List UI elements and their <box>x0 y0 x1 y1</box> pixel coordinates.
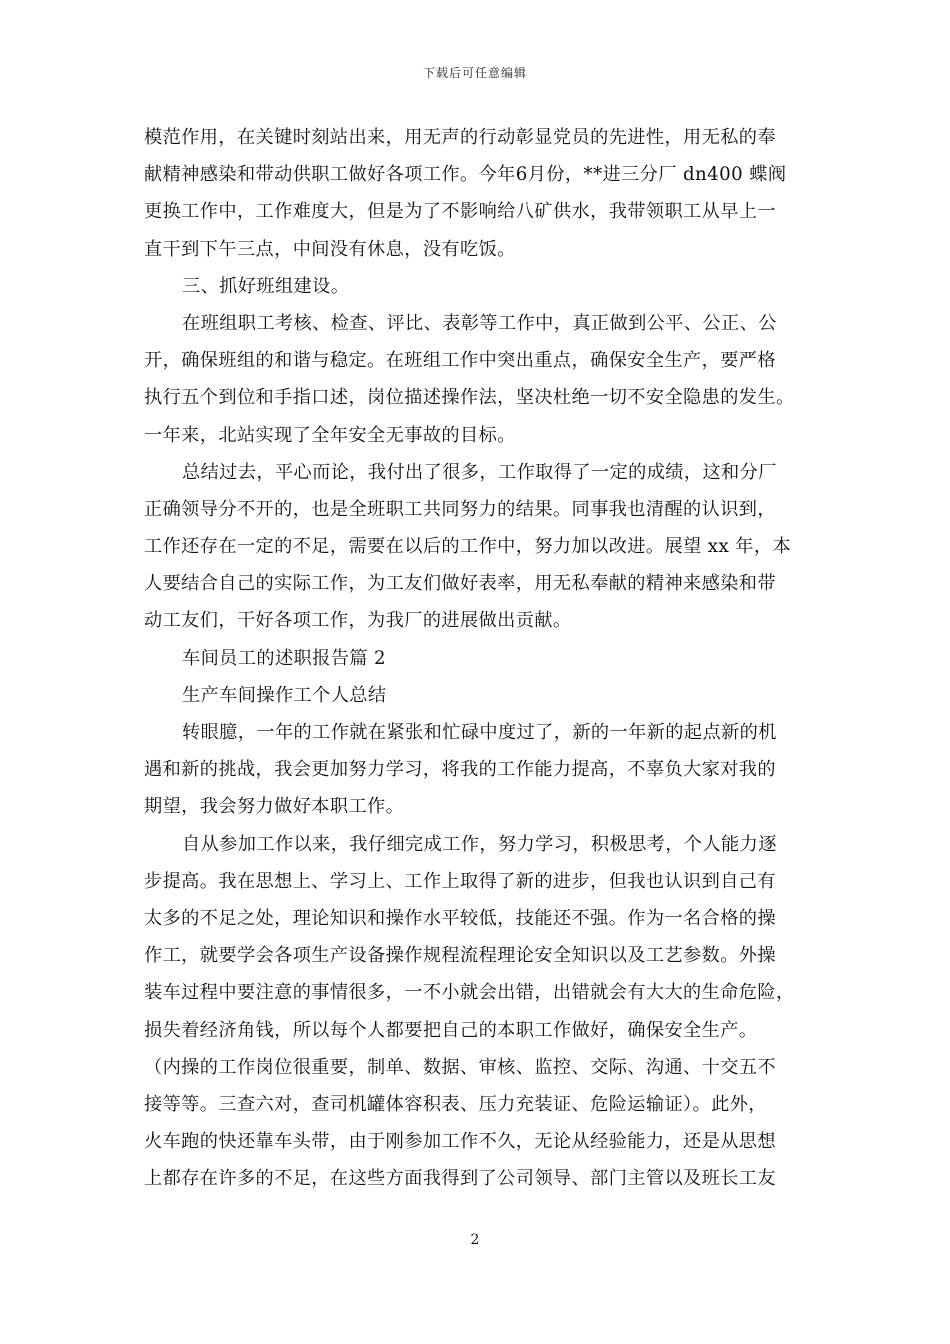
body-line: 动工友们，干好各项工作，为我厂的进展做出贡献。 <box>144 610 572 632</box>
body-line: 损失着经济角钱，所以每个人都要把自己的本职工作做好，确保安全生产。 <box>144 1019 758 1041</box>
document-body <box>144 119 814 1197</box>
body-line: （内操的工作岗位很重要，制单、数据、审核、监控、交际、沟通、十交五不 <box>144 1056 776 1078</box>
body-line: 装车过程中要注意的事情很多，一不小就会出错，出错就会有大大的生命危险， <box>144 982 795 1004</box>
page-number: 2 <box>470 1232 480 1248</box>
body-line: 步提高。我在思想上、学习上、工作上取得了新的进步，但我也认识到自己有 <box>144 870 776 892</box>
body-line: 遇和新的挑战，我会更加努力学习，将我的工作能力提高，不辜负大家对我的 <box>144 759 776 781</box>
body-line: 一年来，北站实现了全年安全无事故的目标。 <box>144 424 516 446</box>
body-line: 在班组职工考核、检查、评比、表彰等工作中，真正做到公平、公正、公 <box>182 312 777 334</box>
body-line: 人要结合自己的实际工作，为工友们做好表率，用无私奉献的精神来感染和带 <box>144 573 776 595</box>
body-line: 火车跑的快还靠车头带，由于刚参加工作不久，无论从经验能力，还是从思想 <box>144 1131 776 1153</box>
body-line: 总结过去，平心而论，我付出了很多，工作取得了一定的成绩，这和分厂 <box>182 461 777 483</box>
report-title: 车间员工的述职报告篇 2 <box>182 647 387 669</box>
body-line: 转眼臆，一年的工作就在紧张和忙碌中度过了，新的一年新的起点新的机 <box>182 722 777 743</box>
body-line: 太多的不足之处，理论知识和操作水平较低，技能还不强。作为一名合格的操 <box>144 907 776 929</box>
body-line: 上都存在许多的不足，在这些方面我得到了公司领导、部门主管以及班长工友 <box>144 1168 776 1190</box>
body-line: 工作还存在一定的不足，需要在以后的工作中，努力加以改进。展望 xx 年，本 <box>144 536 792 558</box>
body-line: 接等等。三查六对，查司机罐体容积表、压力充装证、危险运输证）。此外， <box>144 1093 767 1115</box>
body-line: 直干到下午三点，中间没有休息，没有吃饭。 <box>144 238 516 260</box>
body-line: 期望，我会努力做好本职工作。 <box>144 796 405 818</box>
body-line: 更换工作中，工作难度大，但是为了不影响给八矿供水，我带领职工从早上一 <box>144 201 776 223</box>
report-subtitle: 生产车间操作工个人总结 <box>182 684 387 706</box>
body-line: 自从参加工作以来，我仔细完成工作，努力学习，积极思考，个人能力逐 <box>182 833 777 855</box>
body-line: 作工，就要学会各项生产设备操作规程流程理论安全知识以及工艺参数。外操 <box>144 945 776 967</box>
body-line: 正确领导分不开的，也是全班职工共同努力的结果。同事我也清醒的认识到， <box>144 498 776 520</box>
page-header: 下载后可任意编辑 <box>422 66 527 80</box>
body-line: 模范作用，在关键时刻站出来，用无声的行动彰显党员的先进性，用无私的奉 <box>144 127 776 148</box>
body-line: 执行五个到位和手指口述，岗位描述操作法，坚决杜绝一切不安全隐患的发生。 <box>144 387 795 409</box>
body-line: 献精神感染和带动供职工做好各项工作。今年6月份，**进三分厂 dn400 蝶阀 <box>144 164 787 186</box>
section-heading: 三、抓好班组建设。 <box>182 275 350 297</box>
body-line: 开，确保班组的和谐与稳定。在班组工作中突出重点，确保安全生产，要严格 <box>144 350 776 372</box>
